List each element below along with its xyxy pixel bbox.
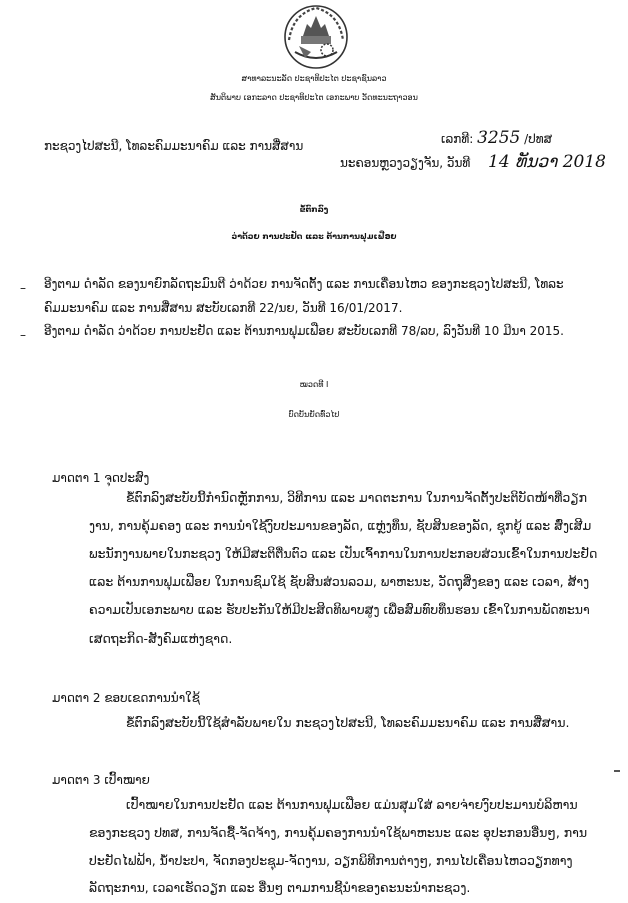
place-label: ນະຄອນຫຼວງວຽງຈັນ, ວັນທີ [340,156,471,170]
reference-bullet: – [20,281,26,295]
number-value: 3255 [477,128,521,148]
chapter-number: ໝວດທີ I [299,380,329,389]
article-line: ຂໍ້ຕົກລົງສະບັບນີ້ໃຊ້ສຳລັບພາຍໃນ ກະຊວງໄປສະນີ, ໂທລະຄົມມະນາຄົມ ແລະ ການສື່ສານ. [126,715,570,730]
date-value: 14 ທັນວາ 2018 [488,152,607,172]
ministry-name: ກະຊວງໄປສະນີ, ໂທລະຄົມມະນາຄົມ ແລະ ການສື່ສານ [44,139,304,153]
reference-line: ອີງຕາມ ດຳລັດ ຂອງນາຍົກລັດຖະມົນຕີ ວ່າດ້ວຍ ການຈັດຕັ້ງ ແລະ ການເຄື່ອນໄຫວ ຂອງກະຊວງໄປສະນີ, ໂທລະ [44,277,564,291]
article-line: ຂໍ້ຕົກລົງສະບັບນີ້ກຳນົດຫຼັກການ, ວິທີການ ແລະ ມາດຕະການ ໃນການຈັດຕັ້ງປະຕິບັດໜ້າທີ່ວຽກ [126,490,588,505]
number-suffix: /ປທສ [524,132,553,146]
article-heading: ມາດຕາ 3 ເປົ້າໝາຍ [52,773,150,787]
chapter-name: ບົດບັນຍັດທົ່ວໄປ [288,410,340,419]
reference-line: ຄົມມະນາຄົມ ແລະ ການສື່ສານ ສະບັບເລກທີ 22/ນຍ, ວັນທີ 16/01/2017. [44,301,403,315]
article-line: ເສດຖະກິດ-ສັງຄົມແຫ່ງຊາດ. [89,631,233,646]
reference-line: ອີງຕາມ ດຳລັດ ວ່າດ້ວຍ ການປະຢັດ ແລະ ຕ້ານການຟຸມເຟືອຍ ສະບັບເລກທີ 78/ລບ, ລົງວັນທີ 10 ມີນາ 2015. [44,324,564,338]
document-subtitle: ວ່າດ້ວຍ ການປະຢັດ ແລະ ຕ້ານການຟຸມເຟືອຍ [231,232,397,241]
article-line: ງານ, ການຄຸ້ມຄອງ ແລະ ການນຳໃຊ້ງົບປະມານຂອງລັດ, ແຫຼ່ງທຶນ, ຊັບສິນຂອງລັດ, ຊຸກຍູ້ ແລະ ສົ່ງເສີມ [89,518,592,533]
scan-mark [614,770,620,772]
article-line: ຂອງກະຊວງ ປທສ, ການຈັດຊື້-ຈັດຈ້າງ, ການຄຸ້ມຄອງການນຳໃຊ້ພາຫະນະ ແລະ ອຸປະກອນອື່ນໆ, ການ [89,825,588,840]
reference-bullet: – [20,328,26,342]
article-line: ຄວາມເປັນເອກະພາບ ແລະ ຮັບປະກັນໃຫ້ມີປະສິດທິພາບສູງ ເພື່ອສົມທົບທຶນຮອນ ເຂົ້າໃນການພັດທະນາ [89,602,590,617]
article-line: ລັດຖະການ, ເວລາເຮັດວຽກ ແລະ ອື່ນໆ ຕາມການຊີ້ນຳຂອງຄະນະນຳກະຊວງ. [89,880,471,895]
article-heading: ມາດຕາ 1 ຈຸດປະສົງ [52,471,150,485]
national-emblem-icon [281,2,351,72]
place-and-date [340,152,606,172]
article-line: ປະຢັດໄຟຟ້າ, ນ້ຳປະປາ, ຈັດກອງປະຊຸມ-ຈັດງານ, ວຽກພິທີການຕ່າງໆ, ການໄປເຄື່ອນໄຫວວຽກທາງ [89,853,573,868]
article-line: ເປົ້າໝາຍໃນການປະຢັດ ແລະ ຕ້ານການຟຸມເຟືອຍ ແມ່ນສຸມໃສ່ ລາຍຈ່າຍງົບປະມານບໍລິຫານ [126,797,578,812]
national-motto: ສັນຕິພາບ ເອກະລາດ ປະຊາທິປະໄຕ ເອກະພາບ ວັດທະນະຖາວອນ [210,93,418,102]
document-title: ຂໍ້ຕົກລົງ [299,205,329,214]
number-label: ເລກທີ: [441,132,474,146]
article-line: ແລະ ຕ້ານການຟຸມເຟືອຍ ໃນການຊົມໃຊ້ ຊັບສິນສ່ວນລວມ, ພາຫະນະ, ວັດຖຸສິ່ງຂອງ ແລະ ເວລາ, ສ້າງ [89,574,590,589]
article-line: ພະນັກງານພາຍໃນກະຊວງ ໃຫ້ມີສະຕິຕື່ນຕົວ ແລະ ເປັນເຈົ້າການໃນການປະກອບສ່ວນເຂົ້າໃນການປະຢັດ [89,546,598,561]
document-number [441,128,552,148]
article-heading: ມາດຕາ 2 ຂອບເຂດການນຳໃຊ້ [52,691,200,705]
republic-name: ສາທາລະນະລັດ ປະຊາທິປະໄຕ ປະຊາຊົນລາວ [241,74,387,83]
